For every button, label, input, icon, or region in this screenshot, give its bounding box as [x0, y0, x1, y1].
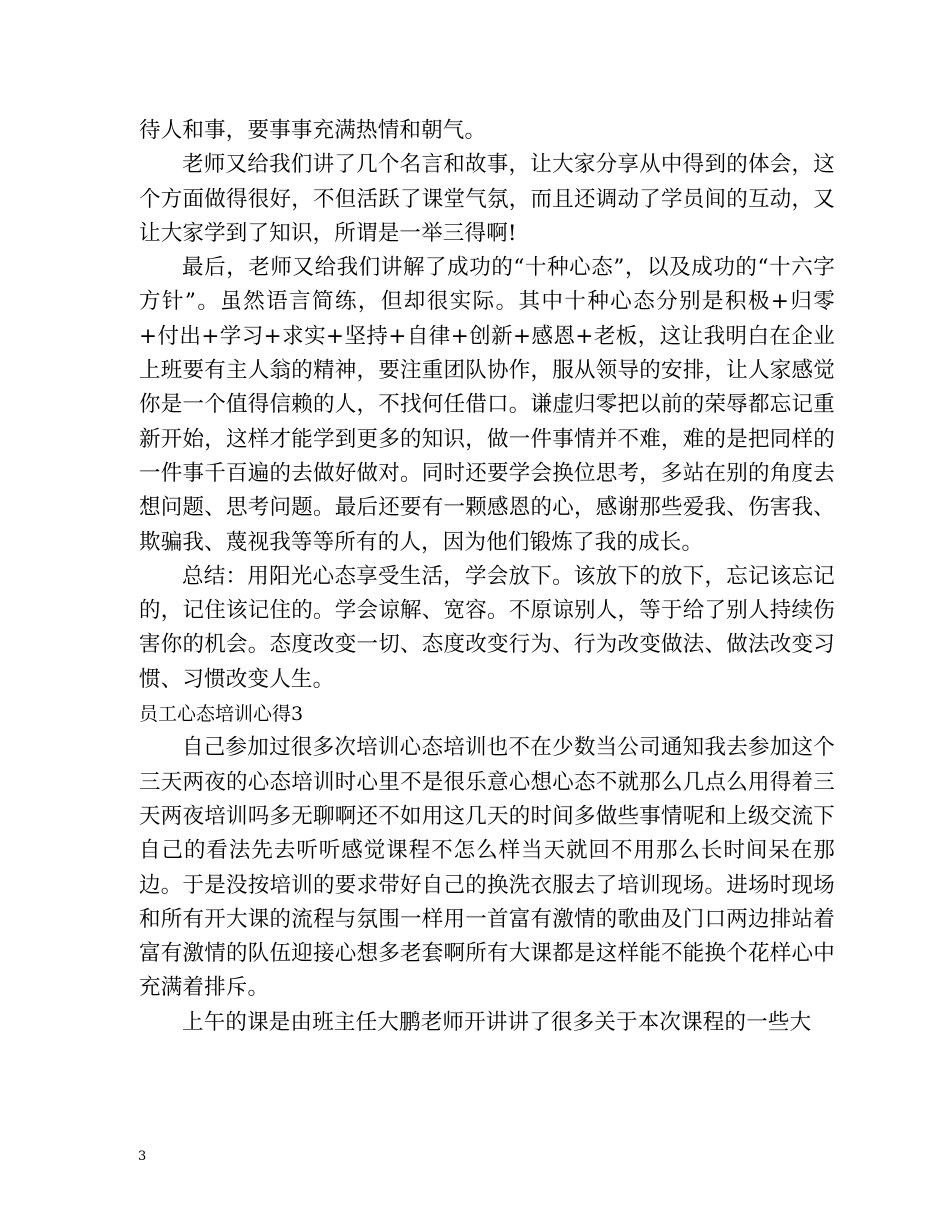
paragraph: 上午的课是由班主任大鹏老师开讲讲了很多关于本次课程的一些大 [182, 1009, 812, 1035]
paragraph: 最后，老师又给我们讲解了成功的“十种心态”，以及成功的“十六字方针”。虽然语言简练，但却很实际。其中十种心态分别是积极+归零+付出+学习+求实+坚持+自律+创新+感恩+老板，这让我明白在企业上班要有主人翁的精神，要注重团队协作，服从领导的安排，让人家感觉你是一个值得信赖的人，不找何任借口。谦虚归零把以前的荣辱都忘记重新开始，这样才能学到更多的知识，做一件事情并不难，难的是把同样的一件事千百遍的去做好做对。同时还要学会换位思考，多站在别的角度去想问题、思考问题。最后还要有一颗感恩的心，感谢那些爱我、伤害我、欺骗我、蔑视我等等所有的人，因为他们锻炼了我的成长。 [139, 255, 835, 555]
paragraph: 自己参加过很多次培训心态培训也不在少数当公司通知我去参加这个三天两夜的心态培训时心里不是很乐意心想心态不就那么几点么用得着三天两夜培训吗多无聊啊还不如用这几天的时间多做些事情呢和上级交流下自己的看法先去听听感觉课程不怎么样当天就回不用那么长时间呆在那边。于是没按培训的要求带好自己的换洗衣服去了培训现场。进场时现场和所有开大课的流程与氛围一样用一首富有激情的歌曲及门口两边排站着富有激情的队伍迎接心想多老套啊所有大课都是这样能不能换个花样心中充满着排斥。 [139, 735, 835, 1001]
paragraph: 总结：用阳光心态享受生活，学会放下。该放下的放下，忘记该忘记的，记住该记住的。学会谅解、宽容。不原谅别人，等于给了别人持续伤害你的机会。态度改变一切、态度改变行为、行为改变做法、做法改变习惯、习惯改变人生。 [139, 563, 835, 692]
page-number: 3 [138, 1149, 147, 1164]
paragraph: 老师又给我们讲了几个名言和故事，让大家分享从中得到的体会，这个方面做得很好，不但活跃了课堂气氛，而且还调动了学员间的互动，又让大家学到了知识，所谓是一举三得啊! [139, 152, 835, 246]
document-body [139, 114, 835, 1040]
paragraph: 待人和事，要事事充满热情和朝气。 [139, 118, 487, 143]
section-title: 员工心态培训心得3 [139, 703, 304, 726]
